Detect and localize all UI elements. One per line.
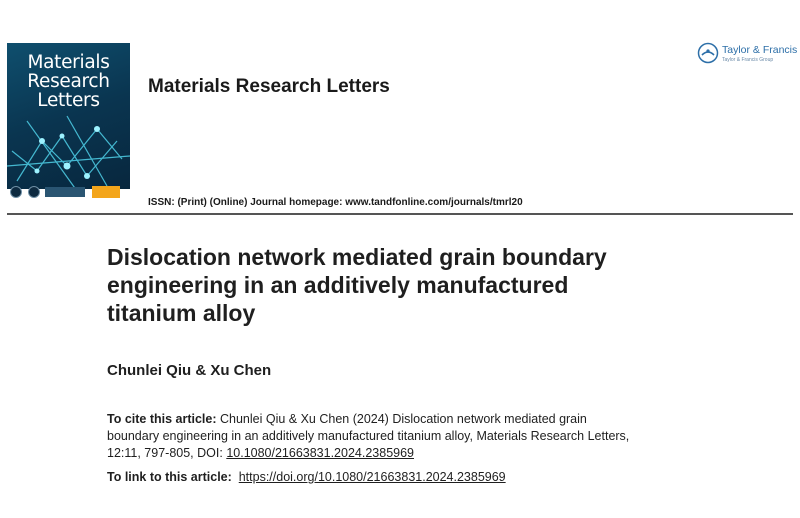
cover-open-access-badge-icon — [92, 186, 120, 198]
cover-logo-icon — [10, 186, 22, 198]
cover-artwork — [7, 111, 130, 195]
citation-line — [107, 411, 747, 428]
article-title — [107, 243, 747, 327]
article-link-label: To link to this article: — [107, 470, 232, 484]
article-title-line: Dislocation network mediated grain boundary — [107, 244, 607, 270]
cover-title-line: Materials — [27, 52, 110, 73]
article-url-link[interactable]: https://doi.org/10.1080/21663831.2024.2385969 — [238, 470, 506, 484]
doi-link[interactable]: 10.1080/21663831.2024.2385969 — [226, 446, 415, 460]
journal-cover-image — [7, 43, 130, 209]
citation-text: Chunlei Qiu & Xu Chen (2024) Dislocation network mediated grain — [220, 412, 587, 426]
cover-title — [7, 53, 130, 110]
citation-block — [107, 411, 747, 462]
citation-line: boundary engineering in an additively manufactured titanium alloy, Materials Research Letters, — [107, 429, 630, 443]
article-link-line — [107, 470, 506, 484]
issn-homepage-line: ISSN: (Print) (Online) Journal homepage: www.tandfonline.com/journals/tmrl20 — [148, 197, 523, 208]
taylor-francis-lamp-icon — [697, 42, 719, 64]
cover-logo-icon — [28, 186, 40, 198]
publisher-subtitle: Taylor & Francis Group — [722, 57, 774, 63]
cover-title-line: Letters — [37, 90, 100, 111]
article-title-line: titanium alloy — [107, 300, 256, 326]
citation-label: To cite this article: — [107, 412, 217, 426]
cover-publisher-logo-icon — [45, 187, 85, 197]
citation-text: 12:11, 797-805, DOI: — [107, 446, 223, 460]
article-title-line: engineering in an additively manufactured — [107, 272, 569, 298]
publisher-logo[interactable] — [697, 42, 797, 66]
article-authors: Chunlei Qiu & Xu Chen — [107, 362, 272, 379]
publisher-name: Taylor & Francis — [722, 44, 798, 56]
cover-title-line: Research — [27, 71, 110, 92]
journal-name: Materials Research Letters — [148, 76, 390, 97]
citation-line — [107, 445, 747, 462]
header-divider — [7, 213, 793, 215]
